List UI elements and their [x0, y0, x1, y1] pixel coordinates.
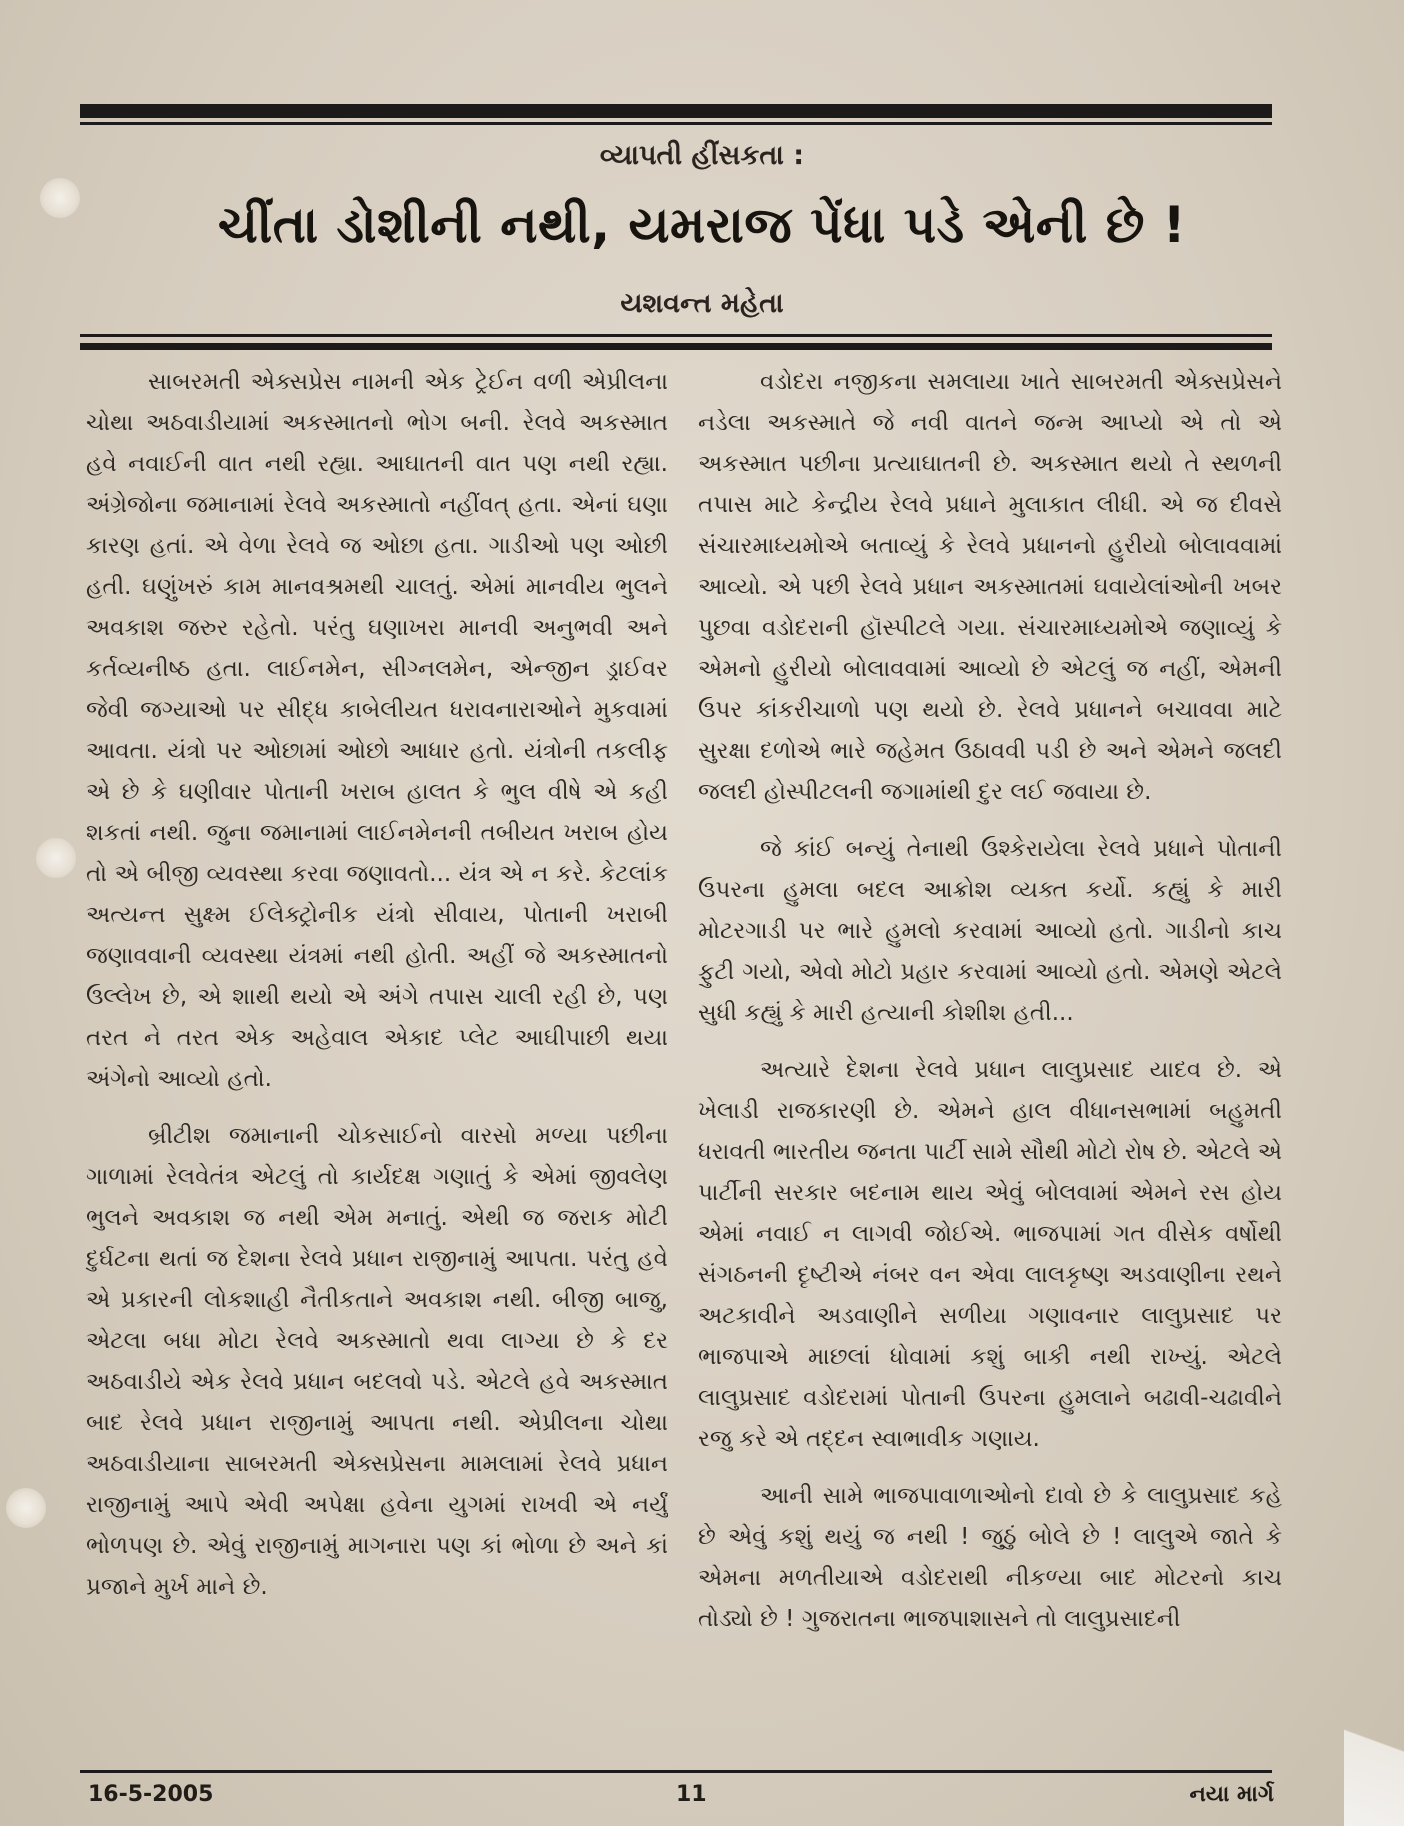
- magazine-name: નયા માર્ગ: [1189, 1782, 1274, 1807]
- right-column: [698, 362, 1282, 1762]
- footer-rule: [80, 1770, 1272, 1773]
- article-headline: ચીંતા ડોશીની નથી, યમરાજ પેંધા પડે એની છે !: [217, 196, 1187, 254]
- paragraph: બ્રીટીશ જમાનાની ચોકસાઈનો વારસો મળ્યા પછીના ગાળામાં રેલવેતંત્ર એટલું તો કાર્યદક્ષ ગણાતું કે એમાં જીવલેણ ભુલને અવકાશ જ નથી એમ મનાતું. એથી જ જરાક મોટી દુર્ઘટના થતાં જ દેશના રેલવે પ્રધાન રાજીનામું આપતા. પરંતુ હવે એ પ્રકારની લોકશાહી નૈતીકતાને અવકાશ નથી. બીજી બાજુ, એટલા બધા મોટા રેલવે અકસ્માતો થવા લાગ્યા છે કે દર અઠવાડીયે એક રેલવે પ્રધાન બદલવો પડે. એટલે હવે અકસ્માત બાદ રેલવે પ્રધાન રાજીનામું આપતા નથી. એપ્રીલના ચોથા અઠવાડીયાના સાબરમતી એક્સપ્રેસના મામલામાં રેલવે પ્રધાન રાજીનામું આપે એવી અપેક્ષા હવેના યુગમાં રાખવી એ નર્યું ભોળપણ છે. એવું રાજીનામું માગનારા પણ કાં ભોળા છે અને કાં પ્રજાને મુર્ખ માને છે.: [86, 1123, 668, 1600]
- torn-corner: [1344, 1686, 1404, 1826]
- header-top-rule: [80, 104, 1272, 118]
- paragraph: આની સામે ભાજપાવાળાઓનો દાવો છે કે લાલુપ્રસાદ કહે છે એવું કશું થયું જ નથી ! જુઠું બોલે છે ! લાલુએ જાતે કે એમના મળતીયાએ વડોદરાથી નીકળ્યા બાદ મોટરનો કાચ તોડ્યો છે ! ગુજરાતના ભાજપાશાસને તો લાલુપ્રસાદની: [698, 1483, 1282, 1632]
- paragraph: સાબરમતી એક્સપ્રેસ નામની એક ટ્રેઈન વળી એપ્રીલના ચોથા અઠવાડીયામાં અકસ્માતનો ભોગ બની. રેલવે અકસ્માત હવે નવાઈની વાત નથી રહ્યા. આઘાતની વાત પણ નથી રહ્યા. અંગ્રેજોના જમાનામાં રેલવે અકસ્માતો નહીંવત્ હતા. એનાં ઘણા કારણ હતાં. એ વેળા રેલવે જ ઓછા હતા. ગાડીઓ પણ ઓછી હતી. ઘણુંખરું કામ માનવશ્રમથી ચાલતું. એમાં માનવીય ભુલને અવકાશ જરુર રહેતો. પરંતુ ઘણાખરા માનવી અનુભવી અને કર્તવ્યનીષ્ઠ હતા. લાઈનમેન, સીગ્નલમેન, એન્જીન ડ્રાઈવર જેવી જગ્યાઓ પર સીદ્ધ કાબેલીયત ધરાવનારાઓને મુકવામાં આવતા. યંત્રો પર ઓછામાં ઓછો આધાર હતો. યંત્રોની તકલીફ એ છે કે ઘણીવાર પોતાની ખરાબ હાલત કે ભુલ વીષે એ કહી શકતાં નથી. જુના જમાનામાં લાઈનમેનની તબીયત ખરાબ હોય તો એ બીજી વ્યવસ્થા કરવા જણાવતો... યંત્ર એ ન કરે. કેટલાંક અત્યન્ત સુક્ષ્મ ઈલેક્ટ્રોનીક યંત્રો સીવાય, પોતાની ખરાબી જણાવવાની વ્યવસ્થા યંત્રમાં નથી હોતી. અહીં જે અકસ્માતનો ઉલ્લેખ છે, એ શાથી થયો એ અંગે તપાસ ચાલી રહી છે, પણ તરત ને તરત એક અહેવાલ એકાદ પ્લેટ આઘીપાછી થયા અંગેનો આવ્યો હતો.: [86, 369, 668, 1092]
- paragraph: વડોદરા નજીકના સમલાયા ખાતે સાબરમતી એક્સપ્રેસને નડેલા અકસ્માતે જે નવી વાતને જન્મ આપ્યો એ તો એ અકસ્માત પછીના પ્રત્યાઘાતની છે. અકસ્માત થયો તે સ્થળની તપાસ માટે કેન્દ્રીય રેલવે પ્રધાને મુલાકાત લીધી. એ જ દીવસે સંચારમાધ્યમોએ બતાવ્યું કે રેલવે પ્રધાનનો હુરીયો બોલાવવામાં આવ્યો. એ પછી રેલવે પ્રધાન અકસ્માતમાં ઘવાયેલાંઓની ખબર પુછવા વડોદરાની હૉસ્પીટલે ગયા. સંચારમાધ્યમોએ જણાવ્યું કે એમનો હુરીયો બોલાવવામાં આવ્યો છે એટલું જ નહીં, એમની ઉપર કાંકરીચાળો પણ થયો છે. રેલવે પ્રધાનને બચાવવા માટે સુરક્ષા દળોએ ભારે જહેમત ઉઠાવવી પડી છે અને એમને જલદી જલદી હોસ્પીટલની જગામાંથી દુર લઈ જવાયા છે.: [698, 369, 1282, 805]
- page-number: 11: [676, 1782, 707, 1807]
- paragraph: જે કાંઈ બન્યું તેનાથી ઉશ્કેરાયેલા રેલવે પ્રધાને પોતાની ઉપરના હુમલા બદલ આક્રોશ વ્યક્ત કર્યો. કહ્યું કે મારી મોટરગાડી પર ભારે હુમલો કરવામાં આવ્યો હતો. ગાડીનો કાચ ફુટી ગયો, એવો મોટો પ્રહાર કરવામાં આવ્યો હતો. એમણે એટલે સુધી કહ્યું કે મારી હત્યાની કોશીશ હતી...: [698, 836, 1282, 1026]
- section-label: વ્યાપતી હીંસકતા :: [599, 140, 805, 171]
- left-column: [86, 362, 668, 1762]
- issue-date: 16-5-2005: [88, 1782, 214, 1807]
- punch-hole-bottom: [6, 1488, 46, 1528]
- paragraph: અત્યારે દેશના રેલવે પ્રધાન લાલુપ્રસાદ યાદવ છે. એ ખેલાડી રાજકારણી છે. એમને હાલ વીધાનસભામાં બહુમતી ધરાવતી ભારતીય જનતા પાર્ટી સામે સૌથી મોટો રોષ છે. એટલે એ પાર્ટીની સરકાર બદનામ થાય એવું બોલવામાં એમને રસ હોય એમાં નવાઈ ન લાગવી જોઈએ. ભાજપામાં ગત વીસેક વર્ષોથી સંગઠનની દૃષ્ટીએ નંબર વન એવા લાલકૃષ્ણ અડવાણીના રથને અટકાવીને અડવાણીને સળીયા ગણાવનાર લાલુપ્રસાદ પર ભાજપાએ માછલાં ધોવામાં કશું બાકી નથી રાખ્યું. એટલે લાલુપ્રસાદ વડોદરામાં પોતાની ઉપરના હુમલાને બઢાવી-ચઢાવીને રજુ કરે એ તદ્દન સ્વાભાવીક ગણાય.: [698, 1057, 1282, 1452]
- punch-hole-middle: [36, 838, 76, 878]
- author-byline: યશવન્ત મહેતા: [620, 288, 784, 319]
- header-bottom-rule: [80, 334, 1272, 337]
